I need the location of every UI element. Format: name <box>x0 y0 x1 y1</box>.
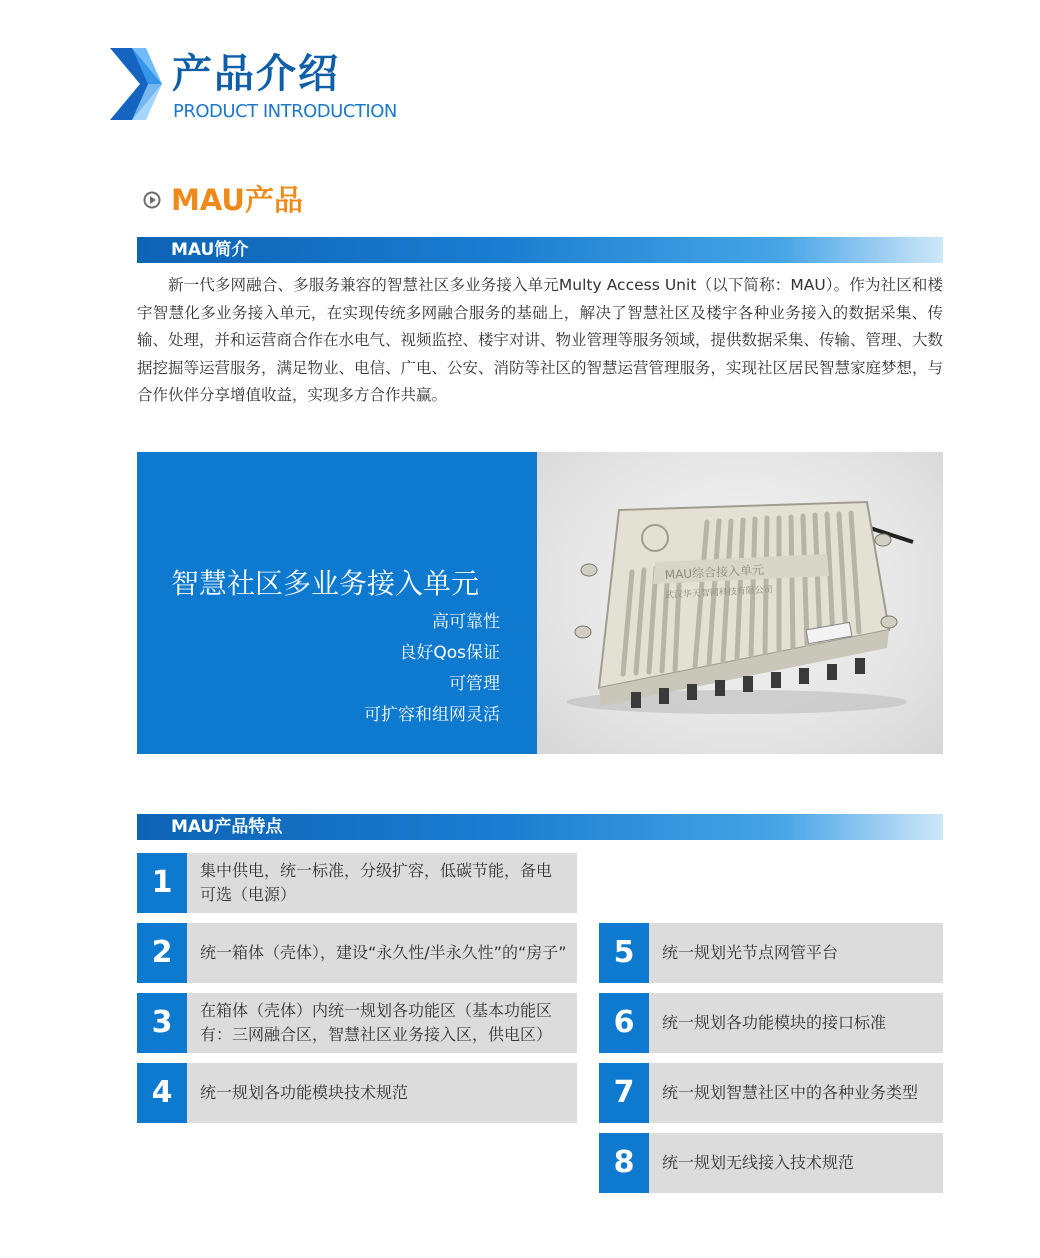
feature-text: 统一规划各功能模块的接口标准 <box>662 1013 887 1032</box>
feature-card <box>137 993 577 1053</box>
page-subtitle: PRODUCT INTRODUCTION <box>173 101 397 122</box>
chevron-icon <box>110 48 165 120</box>
device-label: MAU综合接入单元 <box>664 562 765 582</box>
feature-number: 4 <box>137 1063 187 1123</box>
product-photo <box>537 452 943 754</box>
feature-number: 6 <box>599 993 649 1053</box>
feature-number: 7 <box>599 1063 649 1123</box>
banner-title: 智慧社区多业务接入单元 <box>171 567 480 600</box>
feature-text: 在箱体（壳体）内统一规划各功能区（基本功能区有：三网融合区，智慧社区业务接入区，供电区） <box>200 1001 553 1044</box>
intro-text: 新一代多网融合、多服务兼容的智慧社区多业务接入单元Multy Access Unit（以下简称：MAU）。作为社区和楼宇智慧化多业务接入单元，在实现传统多网融合服务的基础上，解决了智慧社区及楼宇各种业务接入的数据采集、传输、处理，并和运营商合作在水电气、视频监控、楼宇对讲、物业管理等服务领域，提供数据采集、传输、管理、大数据挖掘等运营服务，满足物业、电信、广电、公安、消防等社区的智慧运营管理服务，实现社区居民智慧家庭梦想，与合作伙伴分享增值收益，实现多方合作共赢。 <box>137 276 944 404</box>
mau-device-image <box>537 452 943 754</box>
page-title: 产品介绍 <box>172 51 340 97</box>
banner-feature: 良好Qos保证 <box>399 643 500 663</box>
feature-number: 1 <box>137 853 187 913</box>
device-company: 武汉华天智网科技有限公司 <box>664 585 774 601</box>
feature-card <box>137 1063 577 1123</box>
features-heading-bar <box>137 814 943 840</box>
feature-card <box>599 923 943 983</box>
section-title: MAU产品 <box>171 183 303 217</box>
intro-paragraph <box>137 272 943 410</box>
play-circle-icon <box>143 191 161 209</box>
feature-text: 集中供电，统一标准，分级扩容，低碳节能，备电可选（电源） <box>200 861 553 904</box>
feature-text: 统一规划无线接入技术规范 <box>662 1153 855 1172</box>
feature-card <box>599 1133 943 1193</box>
feature-number: 8 <box>599 1133 649 1193</box>
intro-heading-label: MAU简介 <box>171 240 249 260</box>
banner-feature: 可管理 <box>449 674 500 694</box>
feature-card <box>599 1063 943 1123</box>
feature-number: 5 <box>599 923 649 983</box>
feature-card <box>137 923 577 983</box>
feature-number: 3 <box>137 993 187 1053</box>
feature-text: 统一箱体（壳体），建设“永久性/半永久性”的“房子” <box>200 943 567 962</box>
feature-text: 统一规划各功能模块技术规范 <box>200 1083 409 1102</box>
feature-text: 统一规划智慧社区中的各种业务类型 <box>662 1083 919 1102</box>
features-heading-label: MAU产品特点 <box>171 817 283 837</box>
feature-card <box>137 853 577 913</box>
feature-text: 统一规划光节点网管平台 <box>662 943 839 962</box>
banner-feature: 可扩容和组网灵活 <box>364 705 500 725</box>
feature-card <box>599 993 943 1053</box>
intro-heading-bar <box>137 237 943 263</box>
feature-number: 2 <box>137 923 187 983</box>
banner-feature: 高可靠性 <box>432 612 500 632</box>
